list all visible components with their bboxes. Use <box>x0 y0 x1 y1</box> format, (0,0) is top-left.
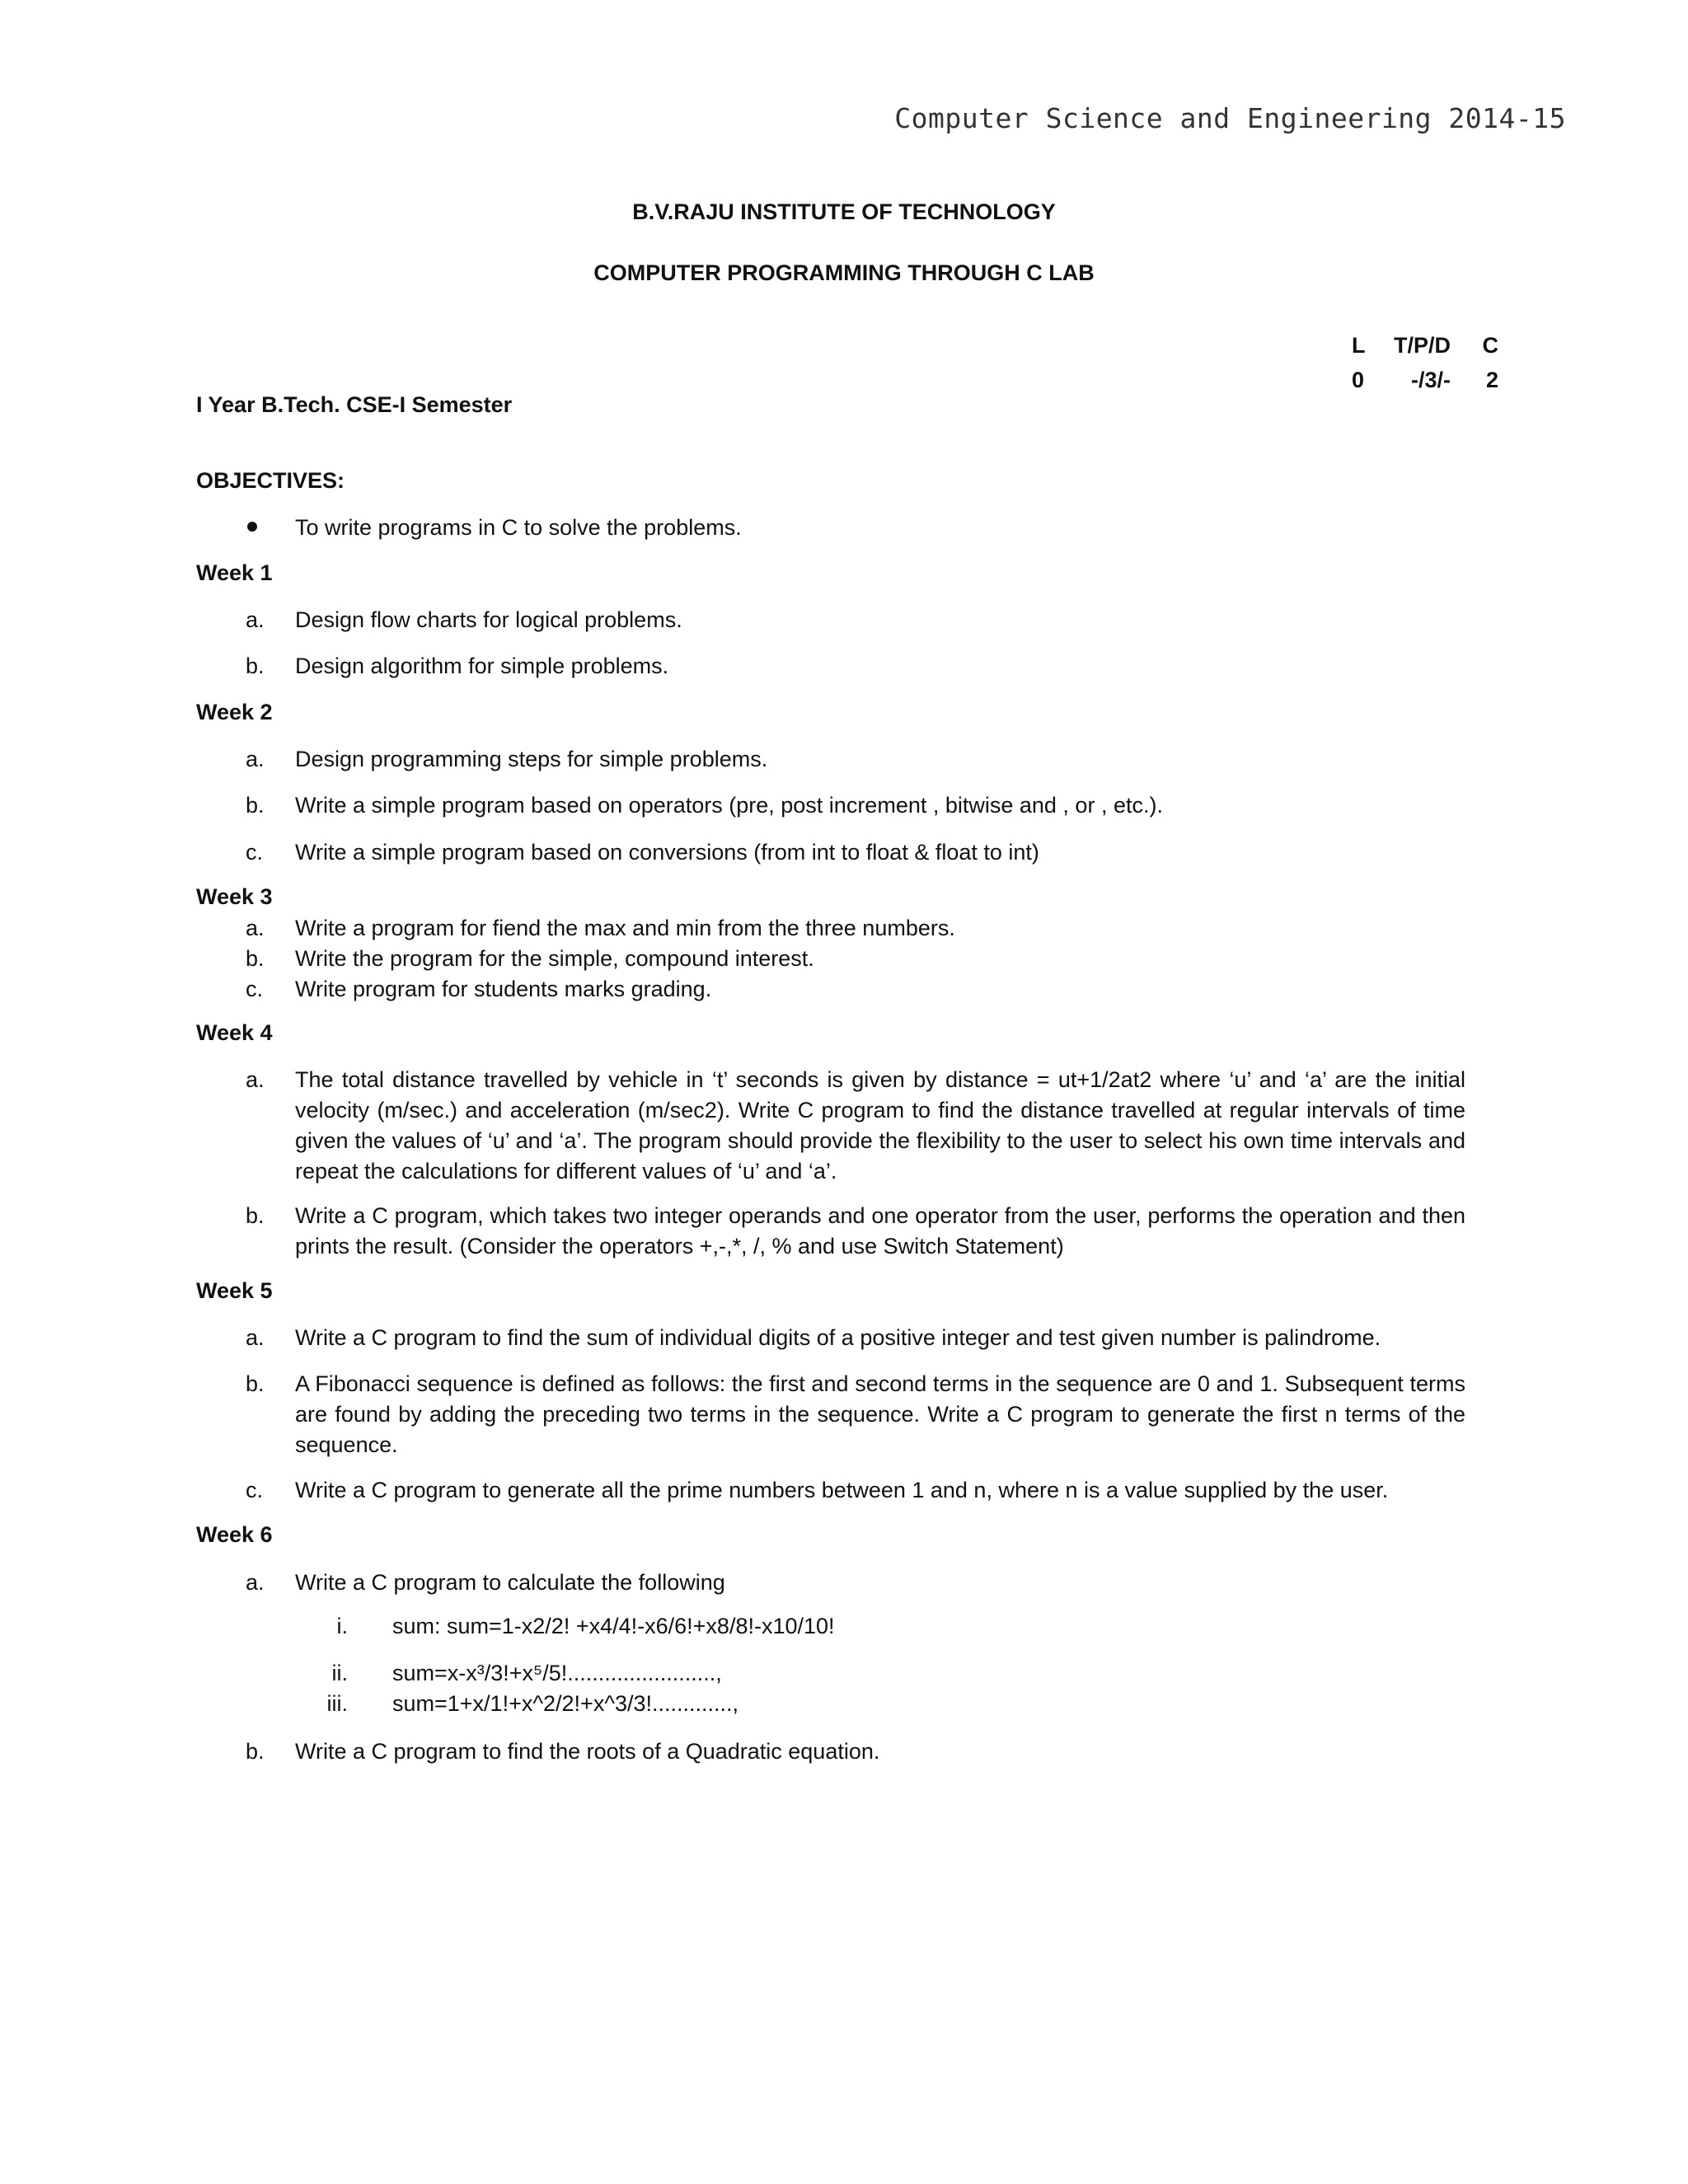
week4-heading: Week 4 <box>196 1020 273 1045</box>
week3-heading: Week 3 <box>196 884 273 909</box>
week1-heading: Week 1 <box>196 560 273 585</box>
week6-heading: Week 6 <box>196 1522 273 1547</box>
page-header: Computer Science and Engineering 2014-15 <box>894 102 1566 134</box>
objective-item: To write programs in C to solve the problems. <box>295 515 742 540</box>
week6-item-b: b. Write a C program to find the roots of a Quadratic equation. <box>246 1739 880 1764</box>
week3-item-a: a. Write a program for fiend the max and min from the three numbers. <box>246 916 955 940</box>
ltpd-header-l: L <box>1352 333 1366 358</box>
ltpd-header-c: C <box>1482 333 1498 358</box>
week6-subitem-i: i. sum: sum=1-x2/2! +x4/4!-x6/6!+x8/8!-x10/10! <box>336 1614 835 1638</box>
course-title: COMPUTER PROGRAMMING THROUGH C LAB <box>593 260 1095 285</box>
institute-title: B.V.RAJU INSTITUTE OF TECHNOLOGY <box>632 199 1056 224</box>
week5-item-a: a. Write a C program to find the sum of individual digits of a positive integer and test given number is palindrome. <box>246 1325 1381 1350</box>
week3-item-b: b. Write the program for the simple, compound interest. <box>246 946 814 971</box>
week5-item-c: c. Write a C program to generate all the prime numbers between 1 and n, where n is a value supplied by the user. <box>246 1478 1389 1502</box>
week1-item-b: b. Design algorithm for simple problems. <box>246 654 669 678</box>
week3-item-c: c. Write program for students marks grading. <box>246 977 712 1001</box>
ltpd-header-tpd: T/P/D <box>1393 333 1451 358</box>
week6-subitem-ii: ii. sum=x-x³/3!+x⁵/5!........................, <box>331 1661 722 1685</box>
objectives-heading: OBJECTIVES: <box>196 468 345 493</box>
week2-heading: Week 2 <box>196 700 273 724</box>
week2-item-a: a. Design programming steps for simple problems. <box>246 747 768 771</box>
week6-subitem-iii: iii. sum=1+x/1!+x^2/2!+x^3/3!............., <box>326 1691 739 1716</box>
week2-item-b: b. Write a simple program based on operators (pre, post increment , bitwise and , or , etc.). <box>246 793 1163 818</box>
week4-item-b: b. Write a C program, which takes two integer operands and one operator from the user, performs the operation and then prints the result. (Consider the operators +,-,*, /, % and use Switch Statement) <box>246 1203 1465 1258</box>
ltpd-value-l: 0 <box>1352 368 1365 392</box>
week2-item-c: c. Write a simple program based on conversions (from int to float & float to int) <box>246 840 1039 865</box>
week1-item-a: a. Design flow charts for logical problems. <box>246 607 682 632</box>
ltpd-value-c: 2 <box>1485 368 1498 392</box>
week5-heading: Week 5 <box>196 1278 273 1303</box>
week5-item-b: b. A Fibonacci sequence is defined as follows: the first and second terms in the sequence are 0 and 1. Subsequent terms are found by adding the preceding two terms in the sequence. Write a C program to generate the first n terms of the sequence. <box>246 1371 1465 1457</box>
year-semester: I Year B.Tech. CSE-I Semester <box>196 392 513 417</box>
ltpd-credits <box>1352 328 1498 397</box>
ltpd-value-tpd: -/3/- <box>1410 368 1451 392</box>
week6-item-a: a. Write a C program to calculate the following <box>246 1570 725 1595</box>
week4-item-a: a. The total distance travelled by vehicle in ‘t’ seconds is given by distance = ut+1/2at2 where ‘u’ and ‘a’ are the initial velocity (m/sec.) and acceleration (m/sec2). Write C program to find the distance travelled at regular intervals of time given the values of ‘u’ and ‘a’. The program should provide the flexibility to the user to select his own time intervals and repeat the calculations for different values of ‘u’ and ‘a’. <box>246 1067 1465 1183</box>
